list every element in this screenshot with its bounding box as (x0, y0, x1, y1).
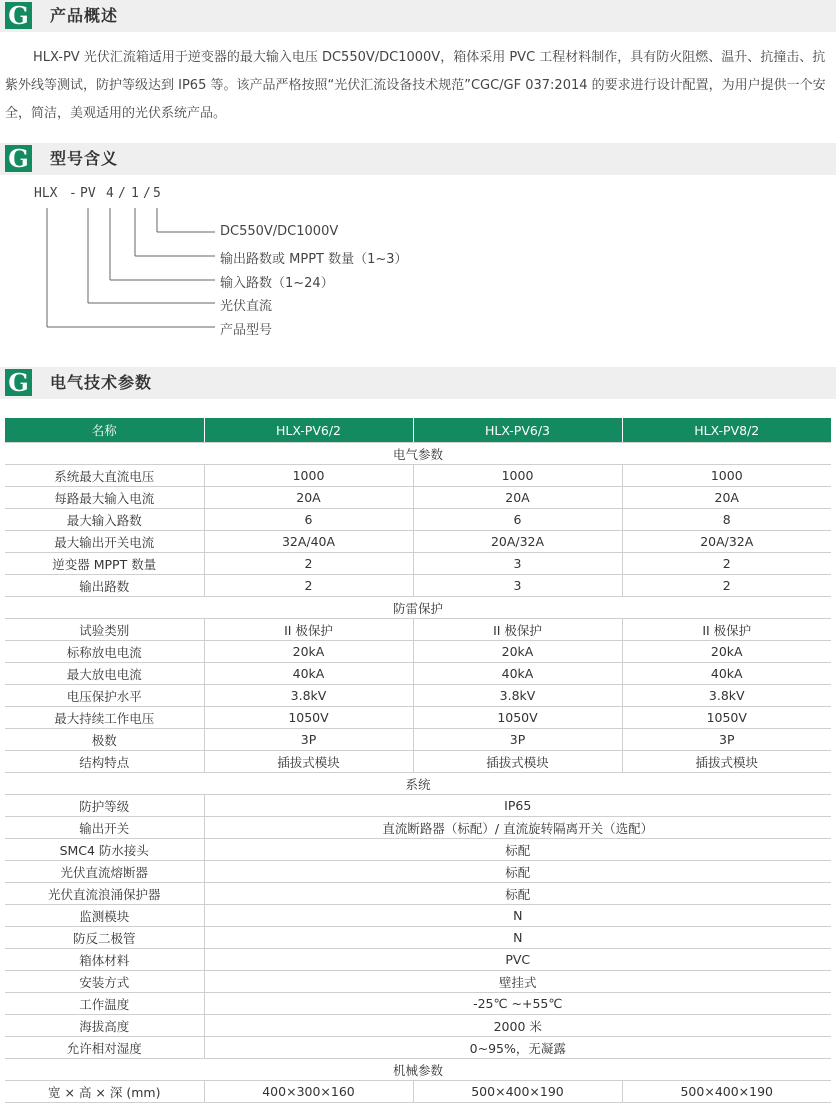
table-cell: II 极保护 (413, 619, 622, 641)
table-cell: 3.8kV (204, 685, 413, 707)
model-code-voltage: 5 (153, 186, 161, 201)
table-row (5, 487, 831, 509)
brand-logo-icon: G (5, 145, 32, 172)
table-row (5, 1081, 831, 1103)
table-row (5, 575, 831, 597)
table-cell: 2 (622, 553, 831, 575)
table-cell: 20A/32A (622, 531, 831, 553)
table-row-label: 最大输入路数 (5, 509, 204, 531)
table-row (5, 553, 831, 575)
table-cell: 3P (204, 729, 413, 751)
table-cell: 2000 米 (204, 1015, 831, 1037)
table-row-label: 最大持续工作电压 (5, 707, 204, 729)
table-row (5, 641, 831, 663)
table-row (5, 1037, 831, 1059)
table-row-label: 最大输出开关电流 (5, 531, 204, 553)
table-row (5, 509, 831, 531)
table-cell: 2 (204, 575, 413, 597)
table-cell: 8 (622, 509, 831, 531)
table-cell: 20kA (204, 641, 413, 663)
table-row-label: 宽 × 高 × 深 (mm) (5, 1081, 204, 1103)
table-cell: II 极保护 (204, 619, 413, 641)
table-cell: 32A/40A (204, 531, 413, 553)
table-row (5, 663, 831, 685)
table-row-label: 箱体材料 (5, 949, 204, 971)
table-group-title: 系统 (5, 773, 831, 795)
table-cell: N (204, 927, 831, 949)
table-header-cell: HLX-PV6/2 (204, 418, 413, 443)
table-row-label: 电压保护水平 (5, 685, 204, 707)
section-title-overview: 产品概述 (50, 6, 119, 25)
table-cell: 1000 (622, 465, 831, 487)
table-cell: 6 (413, 509, 622, 531)
table-group-row (5, 1059, 831, 1081)
table-cell: 20A (622, 487, 831, 509)
table-row-label: 最大放电电流 (5, 663, 204, 685)
table-cell: 1000 (413, 465, 622, 487)
table-cell: 直流断路器（标配）/ 直流旋转隔离开关（选配） (204, 817, 831, 839)
table-row-label: 防护等级 (5, 795, 204, 817)
table-cell: PVC (204, 949, 831, 971)
model-label-inputs: 输入路数（1~24） (220, 276, 334, 291)
table-cell: 1000 (204, 465, 413, 487)
table-row-label: 试验类别 (5, 619, 204, 641)
model-code-slash: / (118, 186, 126, 201)
table-cell: 标配 (204, 861, 831, 883)
table-cell: IP65 (204, 795, 831, 817)
table-row-label: 监测模块 (5, 905, 204, 927)
table-row-label: SMC4 防水接头 (5, 839, 204, 861)
model-label-voltage: DC550V/DC1000V (220, 224, 339, 239)
model-code-outputs: 1 (131, 186, 139, 201)
table-cell: 3P (622, 729, 831, 751)
table-cell: 插拔式模块 (204, 751, 413, 773)
table-row (5, 905, 831, 927)
table-row-label: 光伏直流浪涌保护器 (5, 883, 204, 905)
table-row (5, 949, 831, 971)
table-cell: 20A/32A (413, 531, 622, 553)
table-row (5, 883, 831, 905)
table-cell: 0~95%，无凝露 (204, 1037, 831, 1059)
table-row (5, 993, 831, 1015)
table-cell: 6 (204, 509, 413, 531)
table-row-label: 允许相对湿度 (5, 1037, 204, 1059)
table-row (5, 817, 831, 839)
model-code-hlx: HLX (34, 186, 58, 201)
table-cell: 标配 (204, 883, 831, 905)
table-cell: II 极保护 (622, 619, 831, 641)
section-title-model: 型号含义 (50, 149, 119, 168)
spec-table (5, 418, 831, 1103)
table-row-label: 标称放电电流 (5, 641, 204, 663)
table-header-row (5, 418, 831, 443)
table-row-label: 安装方式 (5, 971, 204, 993)
table-group-row (5, 597, 831, 619)
table-row-label: 输出开关 (5, 817, 204, 839)
table-row (5, 619, 831, 641)
table-cell: 1050V (413, 707, 622, 729)
table-row-label: 逆变器 MPPT 数量 (5, 553, 204, 575)
table-cell: 1050V (204, 707, 413, 729)
table-row-label: 工作温度 (5, 993, 204, 1015)
table-group-title: 电气参数 (5, 443, 831, 465)
model-label-outputs: 输出路数或 MPPT 数量（1~3） (220, 252, 408, 267)
table-row (5, 839, 831, 861)
table-row (5, 971, 831, 993)
table-row (5, 861, 831, 883)
table-cell: 插拔式模块 (622, 751, 831, 773)
table-cell: 500×400×190 (413, 1081, 622, 1103)
table-cell: 20A (204, 487, 413, 509)
table-row-label: 光伏直流熔断器 (5, 861, 204, 883)
table-header-cell: HLX-PV8/2 (622, 418, 831, 443)
table-cell: N (204, 905, 831, 927)
table-row (5, 751, 831, 773)
table-row (5, 1015, 831, 1037)
table-cell: 40kA (204, 663, 413, 685)
table-row-label: 防反二极管 (5, 927, 204, 949)
brand-logo-icon: G (5, 2, 32, 29)
table-row-label: 极数 (5, 729, 204, 751)
model-label-pv: 光伏直流 (220, 299, 273, 314)
table-group-title: 防雷保护 (5, 597, 831, 619)
table-cell: 2 (622, 575, 831, 597)
table-cell: 3.8kV (622, 685, 831, 707)
table-row (5, 531, 831, 553)
section-header-spec (0, 367, 836, 399)
table-cell: 20kA (622, 641, 831, 663)
table-group-row (5, 443, 831, 465)
table-header-cell: 名称 (5, 418, 204, 443)
section-title-spec: 电气技术参数 (50, 373, 153, 392)
table-cell: 3 (413, 553, 622, 575)
table-header-cell: HLX-PV6/3 (413, 418, 622, 443)
table-cell: 壁挂式 (204, 971, 831, 993)
overview-text: HLX-PV 光伏汇流箱适用于逆变器的最大输入电压 DC550V/DC1000V，箱体采用 PVC 工程材料制作，具有防火阻燃、温升、抗撞击、抗紫外线等测试，防护等级达到 IP65 等。该产品严格按照“光伏汇流设备技术规范”CGC/GF 037:2014 的要求进行设计配置，为用户提供一个安全，简洁，美观适用的光伏系统产品。 (5, 50, 826, 121)
table-row (5, 465, 831, 487)
table-cell: 3 (413, 575, 622, 597)
table-cell: 1050V (622, 707, 831, 729)
model-code-inputs: 4 (106, 186, 114, 201)
table-row (5, 795, 831, 817)
brand-logo-icon: G (5, 369, 32, 396)
model-label-product: 产品型号 (220, 323, 273, 338)
table-group-title: 机械参数 (5, 1059, 831, 1081)
table-cell: 40kA (413, 663, 622, 685)
model-code-pv: PV (80, 186, 96, 201)
table-row (5, 927, 831, 949)
table-cell: 500×400×190 (622, 1081, 831, 1103)
table-row (5, 685, 831, 707)
table-row (5, 707, 831, 729)
table-row-label: 结构特点 (5, 751, 204, 773)
table-cell: 3P (413, 729, 622, 751)
model-code-slash: / (143, 186, 151, 201)
table-row (5, 729, 831, 751)
table-row-label: 海拔高度 (5, 1015, 204, 1037)
table-row-label: 输出路数 (5, 575, 204, 597)
table-cell: 标配 (204, 839, 831, 861)
model-code-dash: - (69, 186, 77, 201)
table-cell: 40kA (622, 663, 831, 685)
table-cell: 400×300×160 (204, 1081, 413, 1103)
table-group-row (5, 773, 831, 795)
table-row-label: 系统最大直流电压 (5, 465, 204, 487)
table-cell: 3.8kV (413, 685, 622, 707)
table-cell: -25℃ ~+55℃ (204, 993, 831, 1015)
table-cell: 20kA (413, 641, 622, 663)
table-cell: 20A (413, 487, 622, 509)
table-cell: 插拔式模块 (413, 751, 622, 773)
model-diagram-lines (0, 0, 836, 360)
table-cell: 2 (204, 553, 413, 575)
table-row-label: 每路最大输入电流 (5, 487, 204, 509)
